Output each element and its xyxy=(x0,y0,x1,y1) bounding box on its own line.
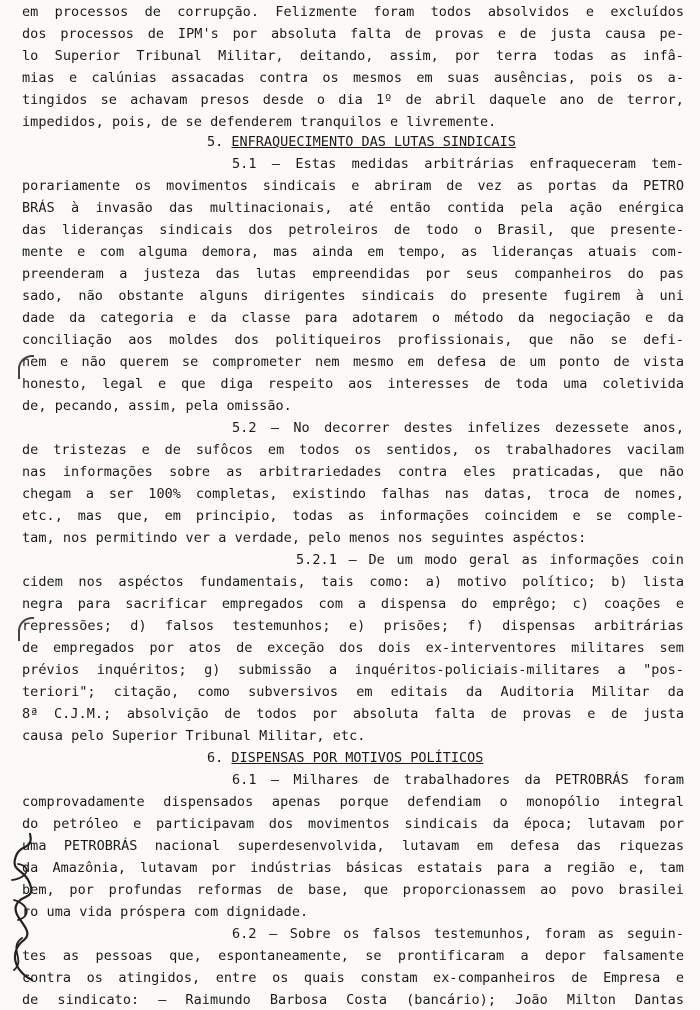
text-line: conciliação aos moldes dos politiqueiros profissionais, que não se defi- xyxy=(22,332,684,348)
text-line: nem e não querem se comprometer nem mesmo em defesa de um ponto de vista xyxy=(22,354,684,370)
punch-hole-mark xyxy=(18,617,34,641)
text-line: do petróleo e participavam dos movimentos sindicais da época; lutavam por xyxy=(22,816,684,832)
section-number: 6. xyxy=(207,750,224,766)
text-line: BRÁS à invasão das multinacionais, até então contida pela ação enérgica xyxy=(22,200,684,216)
text-line: da Amazônia, lutavam por indústrias básicas estatais para a região e, tam xyxy=(22,860,684,876)
paragraph-5-2-first-line: 5.2 — No decorrer destes infelizes dezessete anos, xyxy=(232,420,684,436)
section-5-heading xyxy=(207,132,516,152)
text-line: contra os atingidos, entre os quais constam ex-companheiros de Empresa e xyxy=(22,970,684,986)
paragraph-5-1-first-line: 5.1 — Estas medidas arbitrárias enfraqueceram tem- xyxy=(232,156,684,172)
section-number: 5. xyxy=(207,134,224,150)
text-line: sado, não obstante alguns dirigentes sindicais do presente fugirem à uni xyxy=(22,288,684,304)
text-line: de tristezas e de sufôcos em todos os sentidos, os trabalhadores vacilam xyxy=(22,442,684,458)
text-line: chegam a ser 100% completas, existindo falhas nas datas, troca de nomes, xyxy=(22,486,684,502)
text-line: repressões; d) falsos testemunhos; e) prisões; f) dispensas arbitrárias xyxy=(22,618,684,634)
text-line: das lideranças sindicais dos petroleiros de todo o Brasil, que presente- xyxy=(22,222,684,238)
paragraph-6-2-first-line: 6.2 — Sobre os falsos testemunhos, foram as seguin- xyxy=(232,926,684,942)
handwritten-signature xyxy=(2,820,42,990)
text-line: tam, nos permitindo ver a verdade, pelo menos nos seguintes aspéctos: xyxy=(22,530,587,546)
paragraph-5-2-1-first-line: 5.2.1 — De um modo geral as informações coin xyxy=(296,552,684,568)
text-line: ro uma vida próspera com dignidade. xyxy=(22,904,309,920)
text-line: etc., mas que, em principio, todas as informações coincidem e se comple- xyxy=(22,508,684,524)
text-line: honesto, legal e que diga respeito aos interesses de toda uma coletivida xyxy=(22,376,684,392)
text-line: nas informações sobre as arbitrariedades contra eles praticadas, que não xyxy=(22,464,684,480)
text-line: causa pelo Superior Tribunal Militar, etc. xyxy=(22,728,366,744)
text-line: teriori"; citação, como subversivos em editais da Auditoria Militar da xyxy=(22,684,684,700)
text-line: de empregados por atos de exceção dos dois ex-interventores militares sem xyxy=(22,640,684,656)
text-line: bem, por profundas reformas de base, que proporcionassem ao povo brasilei xyxy=(22,882,684,898)
text-line: mias e calúnias assacadas contra os mesmos em suas ausências, pois os a- xyxy=(22,70,684,86)
text-line: comprovadamente dispensados apenas porque defendiam o monopólio integral xyxy=(22,794,684,810)
text-line: lo Superior Tribunal Militar, deitando, assim, por terra todas as infâ- xyxy=(22,48,684,64)
text-line: preenderam a justeza das lutas empreendidas por seus companheiros do pas xyxy=(22,266,684,282)
text-line: cidem nos aspéctos fundamentais, tais como: a) motivo político; b) lista xyxy=(22,574,684,590)
punch-hole-mark xyxy=(18,355,34,379)
text-line: de, pecando, assim, pela omissão. xyxy=(22,398,292,414)
text-line: uma PETROBRÁS nacional superdesenvolvida, lutavam em defesa das riquezas xyxy=(22,838,684,854)
text-line: dos processos de IPM's por absoluta falta de provas e de justa causa pe- xyxy=(22,26,684,42)
section-title: ENFRAQUECIMENTO DAS LUTAS SINDICAIS xyxy=(231,134,516,150)
text-line: tingidos se achavam presos desde o dia 1º de abril daquele ano de terror, xyxy=(22,92,684,108)
paragraph-6-1-first-line: 6.1 — Milhares de trabalhadores da PETROBRÁS foram xyxy=(232,772,684,788)
text-line: em processos de corrupção. Felizmente foram todos absolvidos e excluídos xyxy=(22,4,684,20)
text-line: mente e com alguma demora, mas ainda em tempo, as lideranças atuais com- xyxy=(22,244,684,260)
text-line: de sindicato: — Raimundo Barbosa Costa (bancário); João Milton Dantas xyxy=(22,992,684,1008)
section-6-heading xyxy=(207,748,483,768)
text-line: dade da categoria e da classe para adotarem o método da negociação e da xyxy=(22,310,684,326)
text-line: impedidos, pois, de se defenderem tranquilos e livremente. xyxy=(22,114,497,130)
text-line: prévios inquéritos; g) submissão a inquéritos-policiais-militares a "pos- xyxy=(22,662,684,678)
text-line: porariamente os movimentos sindicais e abriram de vez as portas da PETRO xyxy=(22,178,684,194)
text-line: tes as pessoas que, espontaneamente, se prontificaram a depor falsamente xyxy=(22,948,684,964)
text-line: negra para sacrificar empregados com a dispensa do emprêgo; c) coações e xyxy=(22,596,684,612)
section-title: DISPENSAS POR MOTIVOS POLÍTICOS xyxy=(231,750,484,766)
text-line: 8ª C.J.M.; absolvição de todos por absoluta falta de provas e de justa xyxy=(22,706,684,722)
